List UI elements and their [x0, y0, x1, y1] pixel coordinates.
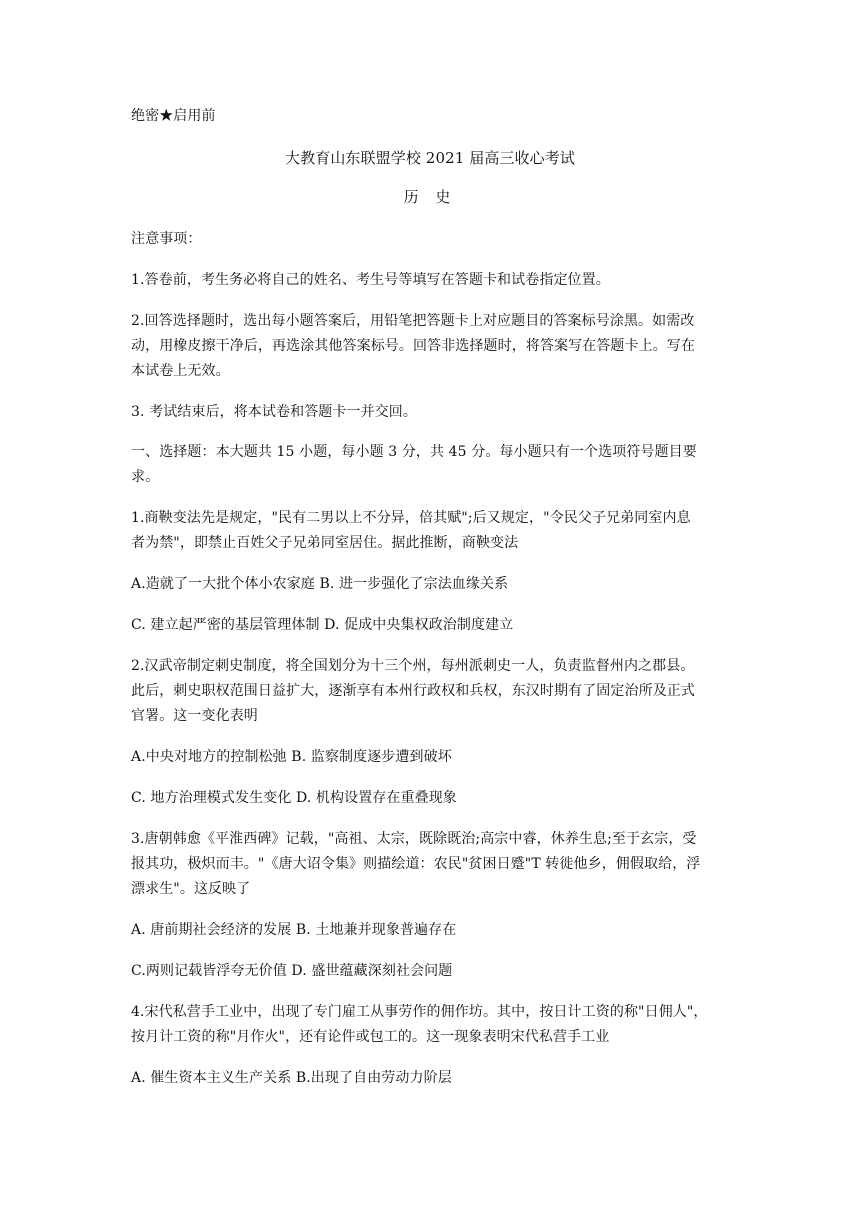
notice-heading: 注意事项：: [131, 231, 202, 247]
question-1-line-2: 者为禁"，即禁止百姓父子兄弟同室居住。据此推断，商鞅变法: [131, 535, 519, 551]
question-2-options-ab: A.中央对地方的控制松弛 B. 监察制度逐步遭到破坏: [131, 749, 452, 765]
question-2-line-3: 官署。这一变化表明: [131, 708, 258, 724]
question-2-options-cd: C. 地方治理模式发生变化 D. 机构设置存在重叠现象: [131, 790, 457, 806]
question-4-options-ab: A. 催生资本主义生产关系 B.出现了自由劳动力阶层: [131, 1070, 452, 1086]
question-1-line-1: 1.商鞅变法先是规定，"民有二男以上不分异，倍其赋";后又规定，"令民父子兄弟同室内息: [131, 510, 691, 526]
subject-title: 历 史: [403, 188, 457, 206]
question-3-line-3: 漂求生"。这反映了: [131, 881, 251, 897]
notice-item-1: 1.答卷前，考生务必将自己的姓名、考生号等填写在答题卡和试卷指定位置。: [131, 272, 610, 288]
question-1-options-ab: A.造就了一大批个体小农家庭 B. 进一步强化了宗法血缘关系: [131, 576, 509, 592]
section-intro-line-1: 一、选择题：本大题共 15 小题，每小题 3 分，共 45 分。每小题只有一个选项符号题目要: [131, 444, 697, 460]
question-1-options-cd: C. 建立起严密的基层管理体制 D. 促成中央集权政治制度建立: [131, 617, 514, 633]
secret-label: 绝密★启用前: [131, 108, 216, 124]
notice-item-2-line-2: 动，用橡皮擦干净后，再选涂其他答案标号。回答非选择题时，将答案写在答题卡上。写在: [131, 338, 695, 354]
question-3-options-cd: C.两则记载皆浮夸无价值 D. 盛世蕴藏深刻社会问题: [131, 963, 453, 979]
notice-item-2-line-3: 本试卷上无效。: [131, 363, 230, 379]
question-3-line-2: 报其功，极炽而丰。"《唐大诏令集》则描绘道：农民"贫困日蹙"T 转徙他乡，佣假取给，浮: [131, 856, 701, 872]
section-intro-line-2: 求。: [131, 469, 160, 485]
question-3-line-1: 3.唐朝韩愈《平淮西碑》记载，"高祖、太宗，既除既治;高宗中睿，休养生息;至于玄宗，受: [131, 831, 697, 847]
notice-item-2-line-1: 2.回答选择题时，选出每小题答案后，用铅笔把答题卡上对应题目的答案标号涂黑。如需改: [131, 313, 695, 329]
question-2-line-1: 2.汉武帝制定刺史制度，将全国划分为十三个州，每州派刺史一人，负责监督州内之郡县。: [131, 658, 695, 674]
exam-title: 大教育山东联盟学校 2021 届高三收心考试: [285, 149, 575, 167]
notice-item-3: 3. 考试结束后，将本试卷和答题卡一并交回。: [131, 404, 418, 420]
question-4-line-1: 4.宋代私营手工业中，出现了专门雇工从事劳作的佣作坊。其中，按日计工资的称"日佣人"，: [131, 1004, 708, 1020]
question-2-line-2: 此后，刺史职权范围日益扩大，逐渐享有本州行政权和兵权，东汉时期有了固定治所及正式: [131, 683, 695, 699]
question-3-options-ab: A. 唐前期社会经济的发展 B. 土地兼并现象普遍存在: [131, 922, 457, 938]
question-4-line-2: 按月计工资的称"月作火"，还有论件或包工的。这一现象表明宋代私营手工业: [131, 1029, 610, 1045]
